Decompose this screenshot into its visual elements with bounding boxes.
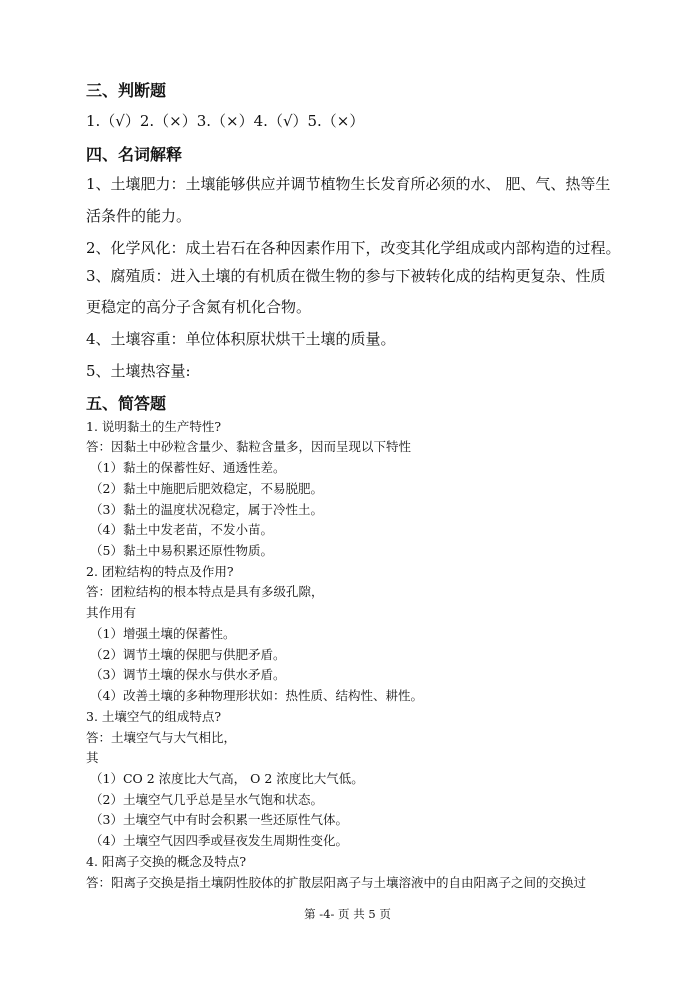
section5-line: 答：因黏土中砂粒含量少、黏粒含量多，因而呈现以下特性 [86, 439, 412, 454]
section4-line: 活条件的能力。 [86, 207, 192, 225]
section5-line: （1）黏土的保蓄性好、通透性差。 [90, 460, 286, 475]
section5-line: （1）增强土壤的保蓄性。 [90, 626, 236, 641]
section5-line: 答：土壤空气与大气相比， [86, 730, 237, 745]
section4-line: 5、土壤热容量: [86, 362, 191, 380]
section5-line: 4. 阳离子交换的概念及特点? [86, 854, 247, 869]
section5-line: （5）黏土中易积累还原性物质。 [90, 543, 273, 558]
section4-line: 4、土壤容重：单位体积原状烘干土壤的质量。 [86, 330, 396, 348]
section3-answers: 1.（√）2.（×）3.（×）4.（√）5.（×） [86, 112, 365, 130]
section4-line: 3、腐殖质：进入土壤的有机质在微生物的参与下被转化成的结构更复杂、性质 [86, 267, 606, 285]
section4-line: 2、化学风化：成土岩石在各种因素作用下，改变其化学组成或内部构造的过程。 [86, 239, 621, 257]
section5-line: 其作用有 [86, 605, 137, 620]
section5-line: （2）土壤空气几乎总是呈水气饱和状态。 [90, 792, 323, 807]
section5-line: （2）调节土壤的保肥与供肥矛盾。 [90, 647, 286, 662]
section3-heading: 三、判断题 [86, 81, 167, 100]
section5-line: （3）土壤空气中有时会积累一些还原性气体。 [90, 812, 348, 827]
section5-line: （1）CO 2 浓度比大气高， O 2 浓度比大气低。 [90, 771, 364, 786]
section4-line: 更稳定的高分子含氮有机化合物。 [86, 298, 312, 316]
section4-line: 1、土壤肥力：土壤能够供应并调节植物生长发育所必须的水、 肥、气、热等生 [86, 175, 611, 193]
section5-line: （4）改善土壤的多种物理形状如：热性质、结构性、耕性。 [90, 688, 423, 703]
section4-heading: 四、名词解释 [86, 145, 183, 164]
page-footer: 第 -4- 页 共 5 页 [304, 907, 391, 921]
section5-line: （4）土壤空气因四季或昼夜发生周期性变化。 [90, 833, 348, 848]
section5-line: （3）调节土壤的保水与供水矛盾。 [90, 667, 286, 682]
section5-line: （2）黏土中施肥后肥效稳定，不易脱肥。 [90, 481, 323, 496]
section5-line: （3）黏土的温度状况稳定，属于冷性土。 [90, 502, 323, 517]
section5-line: 其 [86, 750, 99, 765]
section5-line: 答：团粒结构的根本特点是具有多级孔隙， [86, 584, 324, 599]
section5-line: 1. 说明黏土的生产特性? [86, 419, 222, 434]
section5-heading: 五、简答题 [86, 394, 167, 413]
section5-line: 2. 团粒结构的特点及作用? [86, 564, 234, 579]
section5-line: （4）黏土中发老苗，不发小苗。 [90, 522, 273, 537]
section5-line: 答：阳离子交换是指土壤阴性胶体的扩散层阳离子与土壤溶液中的自由阳离子之间的交换过 [86, 875, 587, 890]
section5-line: 3. 土壤空气的组成特点? [86, 709, 222, 724]
